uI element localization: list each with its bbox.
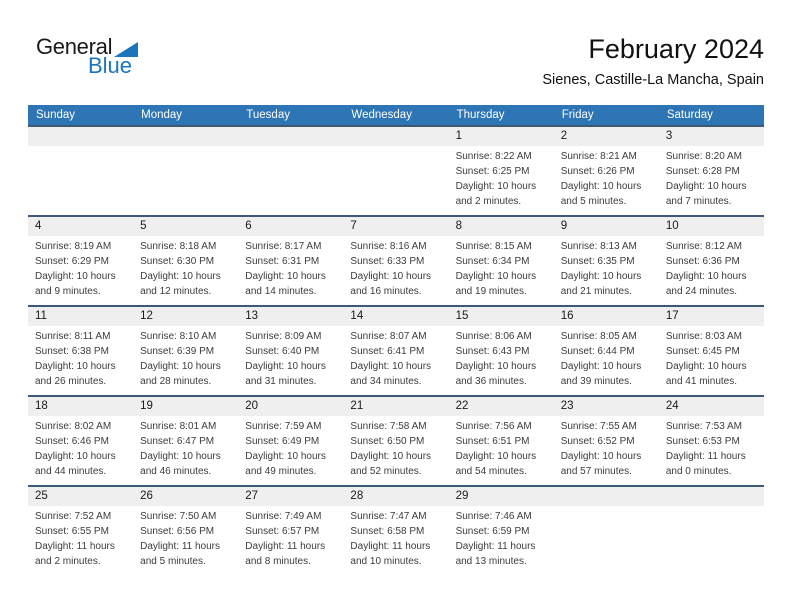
day-detail-line: and 54 minutes. [455,466,527,477]
day-details [659,326,764,389]
day-detail-line: Sunrise: 8:03 AM [665,331,742,342]
day-number: 29 [449,487,554,506]
day-cell [554,306,659,396]
weekday-header: Friday [554,105,659,126]
day-detail-line: Daylight: 10 hours [35,451,116,462]
day-detail-line: Sunset: 6:51 PM [455,436,530,447]
day-detail-line: Sunrise: 7:50 AM [140,511,217,522]
day-number [133,127,238,146]
day-detail-line: Daylight: 11 hours [350,541,431,552]
day-details [133,416,238,479]
week-row [28,306,764,396]
day-details [133,326,238,389]
day-details [133,506,238,569]
day-details [659,236,764,299]
day-detail-line: and 5 minutes. [560,196,627,207]
day-number: 24 [659,397,764,416]
day-detail-line: Sunrise: 8:02 AM [35,421,112,432]
day-cell [238,306,343,396]
day-detail-line: Sunset: 6:34 PM [455,256,530,267]
day-detail-line: Sunset: 6:40 PM [245,346,320,357]
day-detail-line: and 2 minutes. [455,196,522,207]
day-details [554,416,659,479]
day-detail-line: Daylight: 10 hours [350,361,432,372]
day-detail-line: Sunrise: 8:13 AM [560,241,637,252]
empty-day-cell [659,486,764,576]
day-number [28,127,133,146]
day-detail-line: and 39 minutes. [560,376,632,387]
day-detail-line: Sunset: 6:45 PM [665,346,740,357]
day-cell [659,306,764,396]
day-cell [343,396,448,486]
day-detail-line: Sunrise: 8:21 AM [560,151,637,162]
day-detail-line: and 46 minutes. [140,466,212,477]
day-cell [449,216,554,306]
day-detail-line: Daylight: 10 hours [560,361,642,372]
day-cell [133,216,238,306]
day-detail-line: Daylight: 11 hours [245,541,326,552]
day-detail-line: and 21 minutes. [560,286,632,297]
day-detail-line: Daylight: 10 hours [455,451,537,462]
day-number: 9 [554,217,659,236]
day-number: 2 [554,127,659,146]
day-details [343,326,448,389]
day-detail-line: Daylight: 10 hours [350,271,432,282]
weekday-header: Monday [133,105,238,126]
day-details [133,236,238,299]
day-cell [28,396,133,486]
day-detail-line: Daylight: 10 hours [455,361,537,372]
month-title: February 2024 [588,34,764,64]
day-details [238,326,343,389]
day-detail-line: and 24 minutes. [665,286,738,297]
day-detail-line: Sunrise: 8:07 AM [350,331,427,342]
day-detail-line: Sunset: 6:39 PM [140,346,215,357]
day-detail-line: Sunrise: 7:58 AM [350,421,427,432]
day-detail-line: and 10 minutes. [350,556,422,567]
day-detail-line: Sunset: 6:43 PM [455,346,530,357]
day-cell [659,396,764,486]
empty-day-cell [554,486,659,576]
day-detail-line: and 41 minutes. [665,376,738,387]
day-number: 27 [238,487,343,506]
day-detail-line: Sunset: 6:56 PM [140,526,215,537]
day-detail-line: Sunset: 6:49 PM [245,436,320,447]
day-detail-line: Sunset: 6:47 PM [140,436,215,447]
day-detail-line: Sunrise: 7:53 AM [665,421,742,432]
day-detail-line: Daylight: 10 hours [665,361,747,372]
day-detail-line: Daylight: 10 hours [665,181,747,192]
day-number: 25 [28,487,133,506]
day-number: 20 [238,397,343,416]
day-detail-line: Sunrise: 7:52 AM [35,511,112,522]
day-detail-line: Sunset: 6:38 PM [35,346,109,357]
week-row [28,216,764,306]
day-cell [343,306,448,396]
day-cell [28,306,133,396]
day-detail-line: Daylight: 11 hours [665,451,746,462]
day-details [659,146,764,209]
day-detail-line: and 57 minutes. [560,466,632,477]
day-detail-line: Sunrise: 7:59 AM [245,421,322,432]
day-detail-line: Sunrise: 8:06 AM [455,331,532,342]
day-details [449,236,554,299]
day-detail-line: and 0 minutes. [665,466,732,477]
day-details [343,506,448,569]
empty-day-cell [238,126,343,216]
day-details [554,146,659,209]
day-detail-line: Daylight: 10 hours [560,271,642,282]
day-cell [449,396,554,486]
day-cell [449,126,554,216]
day-detail-line: and 16 minutes. [350,286,422,297]
day-number: 23 [554,397,659,416]
day-details [449,416,554,479]
day-cell [133,306,238,396]
day-details [238,506,343,569]
day-number: 13 [238,307,343,326]
day-detail-line: Sunrise: 8:17 AM [245,241,322,252]
day-detail-line: and 5 minutes. [140,556,206,567]
day-detail-line: Sunset: 6:35 PM [560,256,635,267]
day-number: 16 [554,307,659,326]
day-number: 1 [449,127,554,146]
day-cell [554,396,659,486]
day-detail-line: Sunrise: 8:01 AM [140,421,217,432]
day-detail-line: Sunset: 6:25 PM [455,166,530,177]
day-detail-line: and 14 minutes. [245,286,317,297]
calendar-table [28,105,764,576]
day-detail-line: Daylight: 10 hours [140,361,221,372]
day-detail-line: Sunset: 6:58 PM [350,526,425,537]
day-cell [238,486,343,576]
day-detail-line: and 31 minutes. [245,376,317,387]
day-details [343,416,448,479]
day-detail-line: Daylight: 11 hours [455,541,536,552]
day-details [238,236,343,299]
day-detail-line: Sunrise: 8:19 AM [35,241,112,252]
day-detail-line: Sunrise: 7:55 AM [560,421,637,432]
day-number: 7 [343,217,448,236]
day-detail-line: and 34 minutes. [350,376,422,387]
weekday-header: Tuesday [238,105,343,126]
day-detail-line: Sunset: 6:50 PM [350,436,425,447]
day-details [659,506,764,509]
day-detail-line: and 9 minutes. [35,286,101,297]
day-number: 4 [28,217,133,236]
day-detail-line: and 19 minutes. [455,286,527,297]
day-detail-line: Sunrise: 8:20 AM [665,151,742,162]
day-number: 28 [343,487,448,506]
day-detail-line: and 36 minutes. [455,376,527,387]
day-number: 12 [133,307,238,326]
day-detail-line: Sunset: 6:46 PM [35,436,109,447]
day-detail-line: Sunset: 6:44 PM [560,346,635,357]
day-detail-line: and 28 minutes. [140,376,212,387]
day-details [343,236,448,299]
day-detail-line: and 8 minutes. [245,556,311,567]
general-blue-logo [36,36,138,77]
week-row [28,396,764,486]
day-cell [28,486,133,576]
day-detail-line: Sunset: 6:53 PM [665,436,740,447]
logo-text-general: General [36,34,113,59]
day-detail-line: and 12 minutes. [140,286,212,297]
day-cell [238,216,343,306]
empty-day-cell [133,126,238,216]
day-detail-line: Sunrise: 7:47 AM [350,511,427,522]
day-details [28,146,133,149]
day-details [28,326,133,389]
day-details [28,506,133,569]
day-detail-line: Daylight: 10 hours [455,271,537,282]
day-details [659,416,764,479]
day-details [449,146,554,209]
day-detail-line: Sunset: 6:59 PM [455,526,530,537]
day-detail-line: Daylight: 10 hours [560,451,642,462]
day-detail-line: Daylight: 10 hours [245,271,326,282]
day-detail-line: Sunrise: 7:46 AM [455,511,532,522]
day-details [554,236,659,299]
day-detail-line: Sunset: 6:29 PM [35,256,109,267]
day-detail-line: Sunset: 6:28 PM [665,166,740,177]
day-detail-line: Daylight: 10 hours [455,181,537,192]
day-cell [449,486,554,576]
day-detail-line: and 49 minutes. [245,466,317,477]
day-cell [133,486,238,576]
day-number [554,487,659,506]
day-detail-line: Sunset: 6:41 PM [350,346,425,357]
weekday-header-row [28,105,764,126]
day-detail-line: and 13 minutes. [455,556,527,567]
day-detail-line: Daylight: 10 hours [35,361,116,372]
day-detail-line: and 26 minutes. [35,376,107,387]
day-detail-line: Sunrise: 7:49 AM [245,511,322,522]
day-detail-line: Sunrise: 8:10 AM [140,331,217,342]
location-subtitle: Sienes, Castille-La Mancha, Spain [542,72,764,89]
day-details [554,506,659,509]
day-cell [659,126,764,216]
day-number: 3 [659,127,764,146]
day-detail-line: Daylight: 10 hours [560,181,642,192]
day-detail-line: Sunset: 6:52 PM [560,436,635,447]
day-detail-line: Sunrise: 8:12 AM [665,241,742,252]
day-number: 26 [133,487,238,506]
day-cell [554,216,659,306]
day-details [28,236,133,299]
day-number: 6 [238,217,343,236]
day-details [238,146,343,149]
day-detail-line: Sunrise: 8:18 AM [140,241,217,252]
day-cell [238,396,343,486]
weekday-header: Sunday [28,105,133,126]
day-detail-line: Sunrise: 7:56 AM [455,421,532,432]
day-number: 8 [449,217,554,236]
week-row [28,126,764,216]
day-details [449,326,554,389]
day-cell [133,396,238,486]
day-detail-line: Daylight: 10 hours [140,271,221,282]
day-detail-line: Sunset: 6:57 PM [245,526,320,537]
day-details [449,506,554,569]
day-cell [659,216,764,306]
empty-day-cell [343,126,448,216]
logo-text-blue: Blue [88,53,133,78]
day-details [343,146,448,149]
day-number: 18 [28,397,133,416]
day-detail-line: Sunset: 6:31 PM [245,256,320,267]
day-detail-line: and 2 minutes. [35,556,101,567]
empty-day-cell [28,126,133,216]
day-detail-line: Sunset: 6:26 PM [560,166,635,177]
weekday-header: Thursday [449,105,554,126]
day-detail-line: Daylight: 11 hours [140,541,220,552]
day-cell [343,486,448,576]
day-cell [28,216,133,306]
day-detail-line: and 44 minutes. [35,466,107,477]
day-details [554,326,659,389]
day-number: 10 [659,217,764,236]
day-detail-line: Daylight: 10 hours [350,451,432,462]
day-number [659,487,764,506]
title-block [542,34,764,88]
day-number: 21 [343,397,448,416]
day-number [238,127,343,146]
day-detail-line: Sunset: 6:30 PM [140,256,215,267]
weekday-header: Wednesday [343,105,448,126]
day-number: 14 [343,307,448,326]
day-detail-line: Daylight: 10 hours [35,271,116,282]
day-number: 11 [28,307,133,326]
day-cell [343,216,448,306]
day-detail-line: Sunrise: 8:16 AM [350,241,427,252]
day-cell [554,126,659,216]
day-number: 5 [133,217,238,236]
day-detail-line: Sunset: 6:55 PM [35,526,109,537]
day-number: 22 [449,397,554,416]
day-number: 19 [133,397,238,416]
day-detail-line: Sunrise: 8:05 AM [560,331,637,342]
weekday-header: Saturday [659,105,764,126]
day-detail-line: Sunrise: 8:09 AM [245,331,322,342]
day-detail-line: and 52 minutes. [350,466,422,477]
day-number: 15 [449,307,554,326]
day-cell [449,306,554,396]
week-row [28,486,764,576]
day-detail-line: Daylight: 11 hours [35,541,115,552]
day-detail-line: Daylight: 10 hours [140,451,221,462]
day-detail-line: Daylight: 10 hours [245,361,326,372]
day-detail-line: Sunset: 6:36 PM [665,256,740,267]
day-details [238,416,343,479]
day-detail-line: Sunset: 6:33 PM [350,256,425,267]
day-detail-line: Daylight: 10 hours [245,451,326,462]
day-details [28,416,133,479]
day-detail-line: Sunrise: 8:11 AM [35,331,111,342]
day-detail-line: Sunrise: 8:22 AM [455,151,532,162]
day-number: 17 [659,307,764,326]
day-detail-line: Daylight: 10 hours [665,271,747,282]
day-detail-line: Sunrise: 8:15 AM [455,241,532,252]
day-number [343,127,448,146]
day-details [133,146,238,149]
day-detail-line: and 7 minutes. [665,196,732,207]
